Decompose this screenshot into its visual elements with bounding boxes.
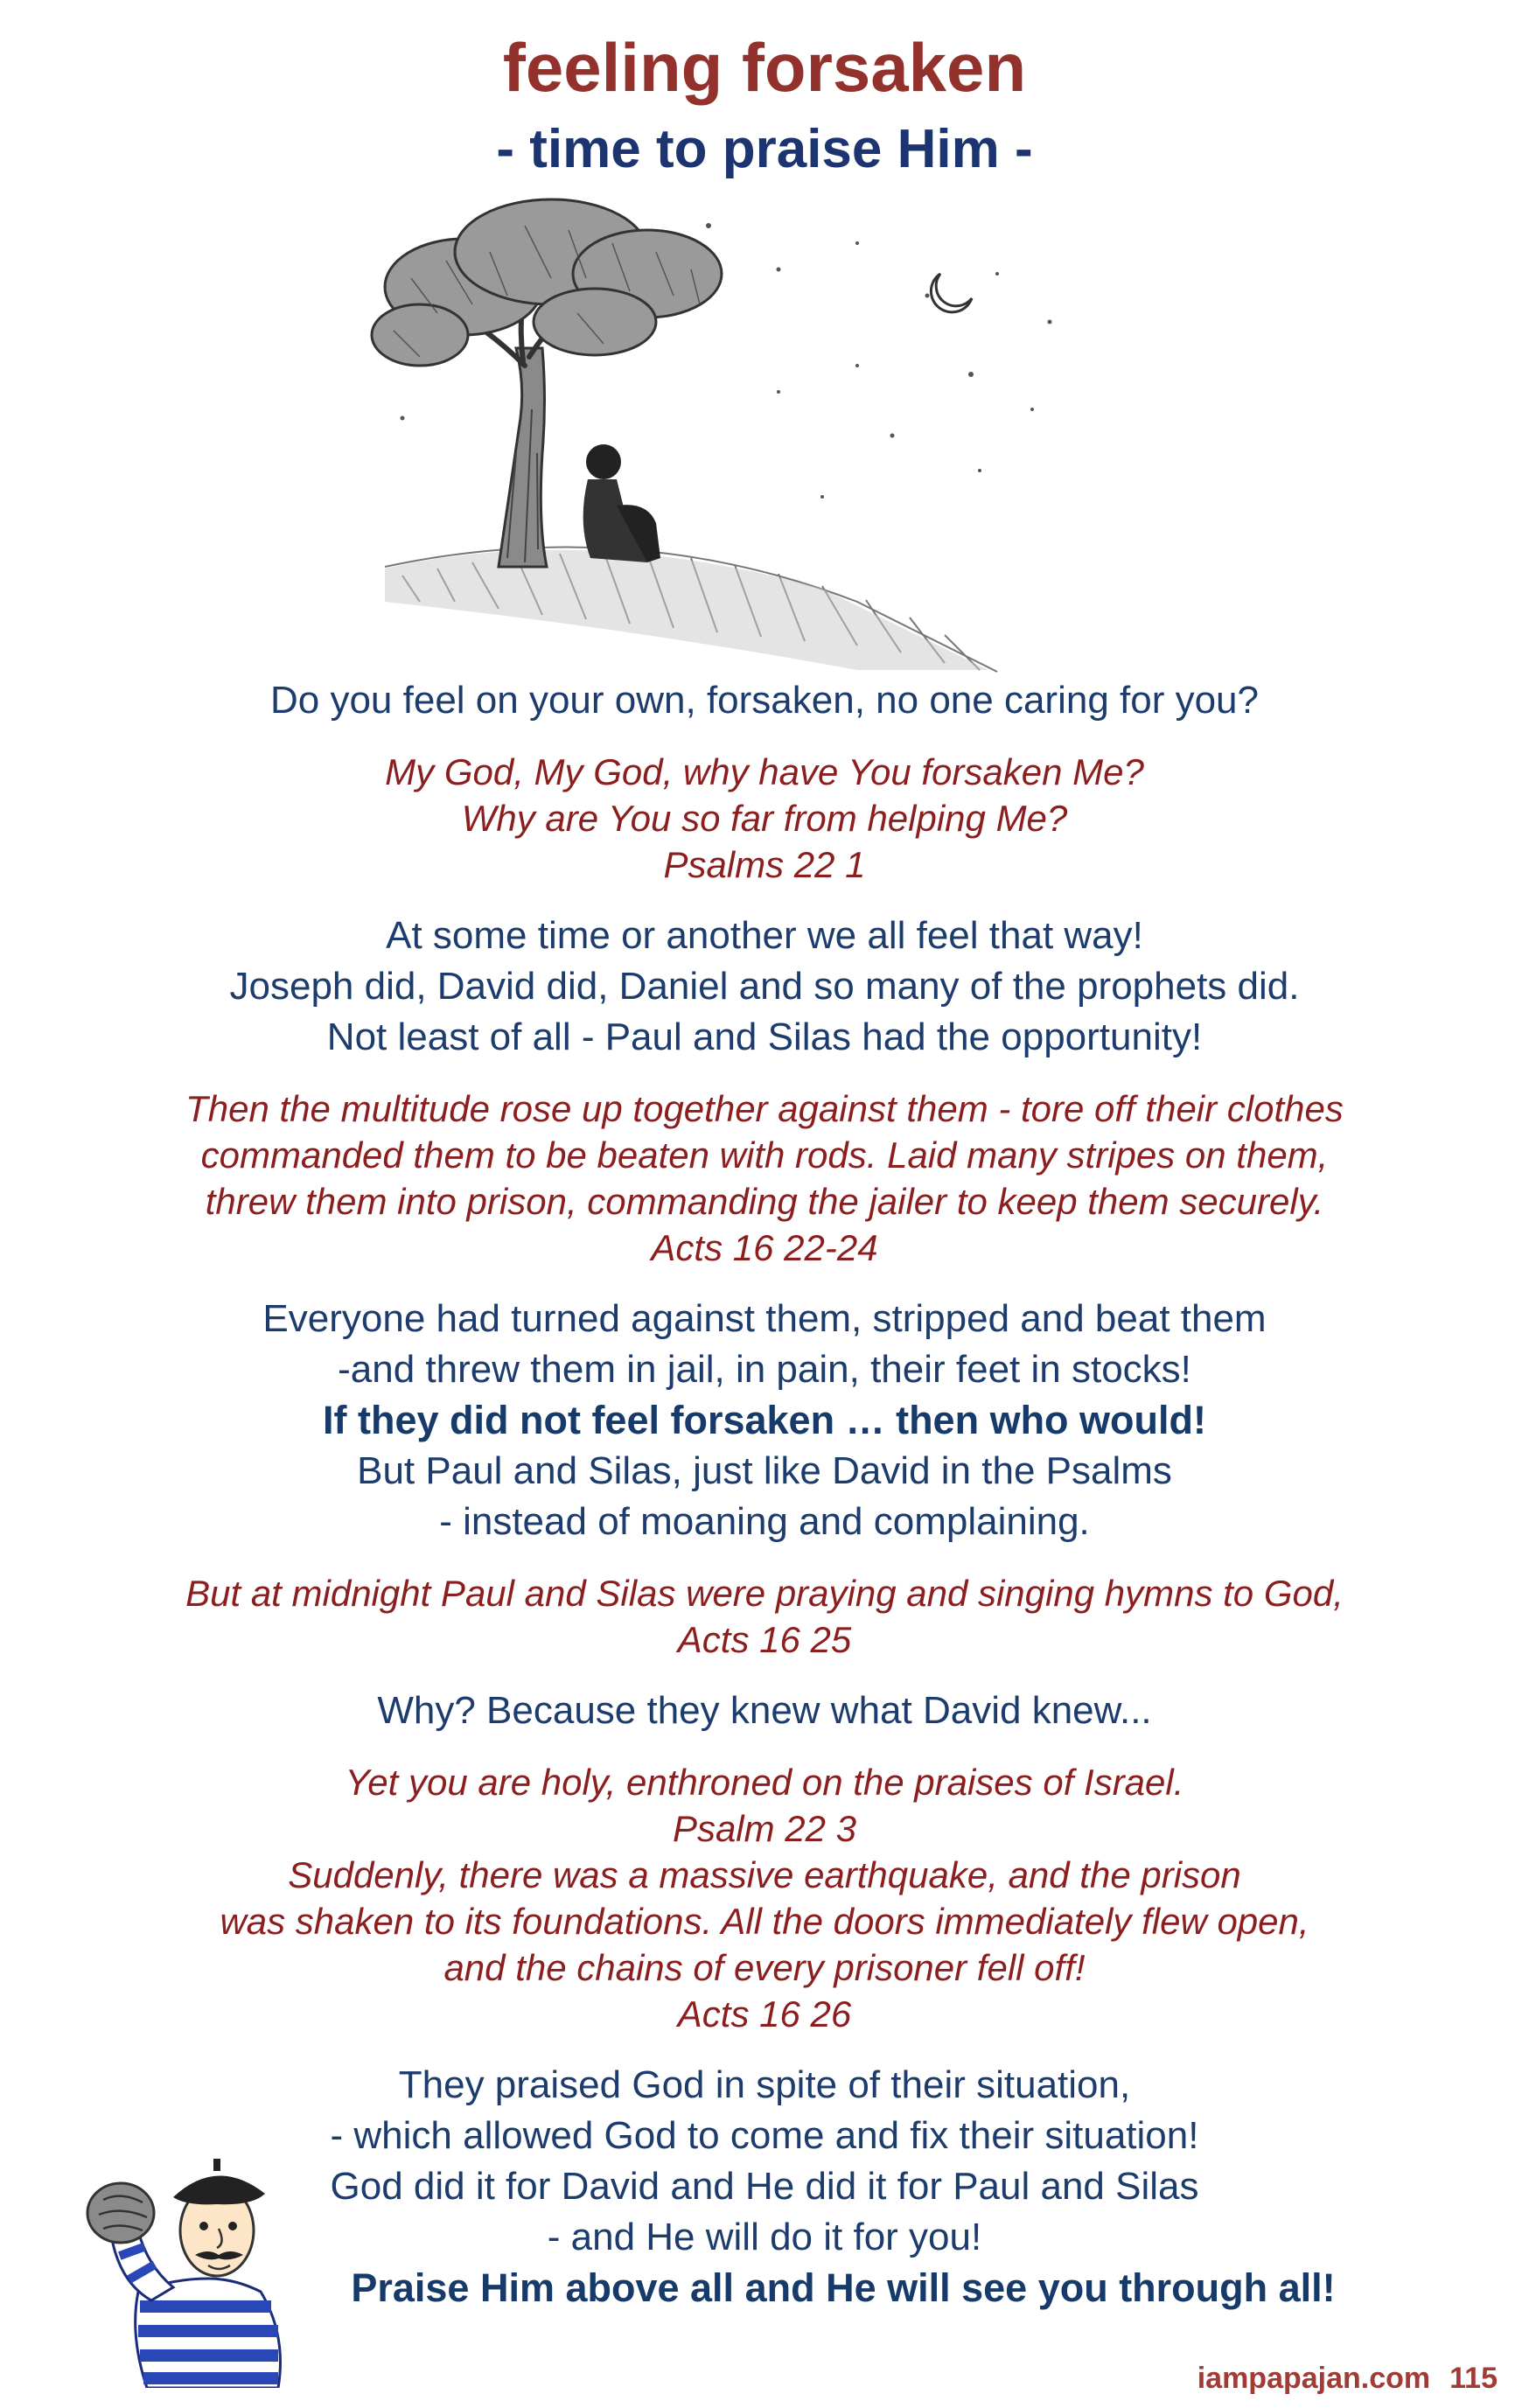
paragraph-line: - which allowed God to come and fix their situation!: [330, 2114, 1199, 2157]
verse-line: commanded them to be beaten with rods. Laid many stripes on them,: [200, 1134, 1329, 1176]
verse-line: Suddenly, there was a massive earthquake, and the prison: [288, 1854, 1241, 1895]
tree-night-sky-illustration: [367, 191, 1093, 681]
verse-line: Why are You so far from helping Me?: [461, 798, 1068, 839]
verse-reference: Acts 16 26: [677, 1993, 852, 2035]
paragraph-line: - and He will do it for you!: [547, 2216, 982, 2258]
paragraph-line: They praised God in spite of their situation,: [398, 2063, 1131, 2106]
verse-reference: Acts 16 25: [677, 1619, 852, 1660]
paragraph-line: - instead of moaning and complaining.: [439, 1500, 1090, 1543]
paragraph-line: God did it for David and He did it for Paul and Silas: [330, 2165, 1199, 2208]
intro-question: Do you feel on your own, forsaken, no one caring for you?: [269, 679, 1259, 722]
article-body: [70, 675, 1459, 2314]
verse-reference: Psalms 22 1: [663, 844, 866, 885]
page-subtitle: - time to praise Him -: [496, 119, 1033, 179]
emphasis-line: If they did not feel forsaken … then who would!: [322, 1398, 1207, 1442]
papajan-mascot-illustration: [77, 2134, 322, 2388]
site-url: iampapajan.com: [1197, 2362, 1431, 2395]
page-title: feeling forsaken: [502, 29, 1027, 106]
paragraph-line: Everyone had turned against them, stripped and beat them: [262, 1297, 1267, 1340]
verse-line: My God, My God, why have You forsaken Me?: [385, 751, 1144, 792]
verse-line: Then the multitude rose up together against them - tore off their clothes: [185, 1088, 1344, 1129]
page-number: 115: [1449, 2362, 1498, 2395]
verse-line: was shaken to its foundations. All the doors immediately flew open,: [220, 1901, 1309, 1942]
paragraph-line: But Paul and Silas, just like David in the Psalms: [357, 1449, 1172, 1492]
closing-emphasis: Praise Him above all and He will see you through all!: [351, 2265, 1336, 2310]
verse-line: and the chains of every prisoner fell off!: [443, 1947, 1086, 1988]
page-footer: [1197, 2362, 1498, 2396]
paragraph-line: At some time or another we all feel that way!: [386, 914, 1143, 957]
verse-line: threw them into prison, commanding the jailer to keep them securely.: [205, 1181, 1324, 1222]
paragraph-line: Not least of all - Paul and Silas had the opportunity!: [326, 1016, 1203, 1058]
paragraph-line: Joseph did, David did, Daniel and so many of the prophets did.: [229, 965, 1300, 1008]
verse-line: But at midnight Paul and Silas were praying and singing hymns to God,: [185, 1573, 1344, 1614]
verse-reference: Psalm 22 3: [672, 1808, 857, 1849]
paragraph-line: Why? Because they knew what David knew...: [377, 1689, 1152, 1732]
verse-line: Yet you are holy, enthroned on the praises of Israel.: [345, 1762, 1184, 1803]
verse-reference: Acts 16 22-24: [651, 1227, 878, 1268]
paragraph-line: -and threw them in jail, in pain, their feet in stocks!: [338, 1348, 1191, 1391]
